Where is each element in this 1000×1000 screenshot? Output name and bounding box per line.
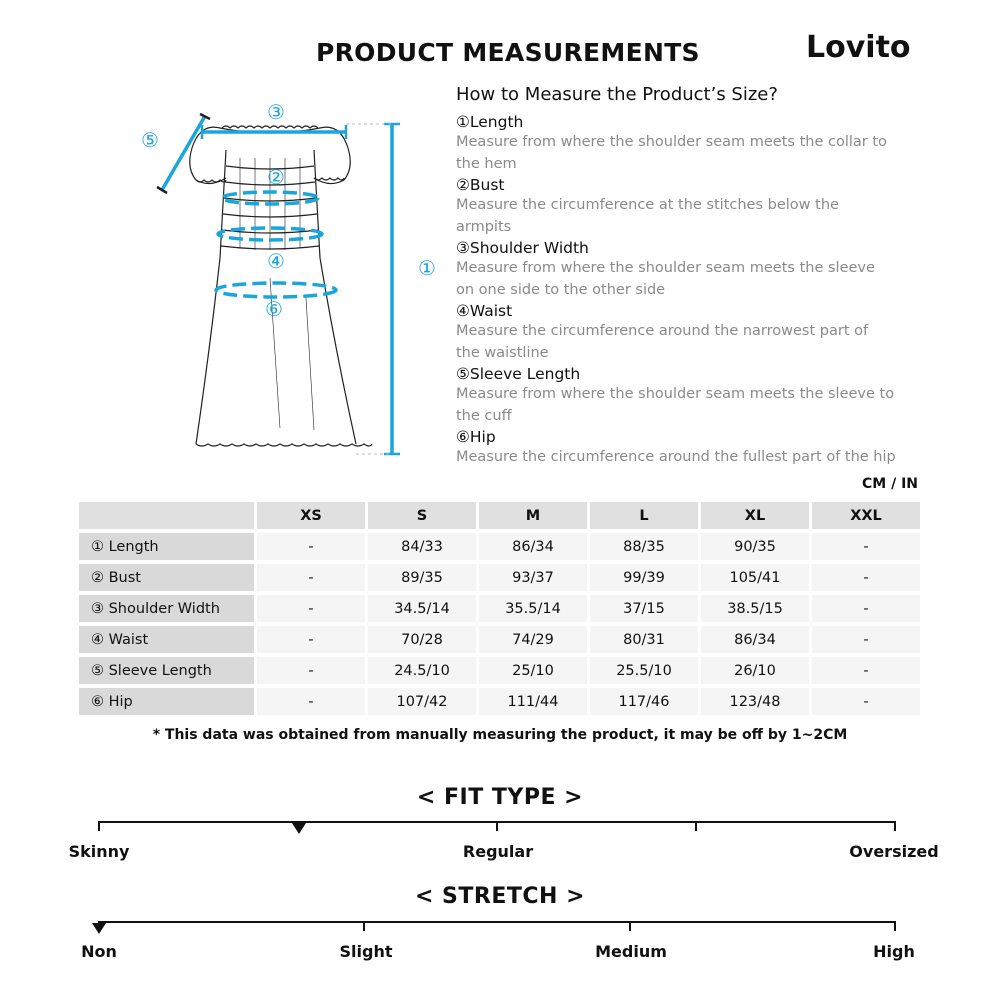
marker-2: ②: [267, 165, 285, 189]
unit-label: CM / IN: [862, 476, 918, 492]
fit-label-skinny: Skinny: [68, 842, 130, 861]
measure-title: ①Length: [456, 113, 524, 131]
marker-3: ③: [267, 100, 285, 124]
table-cell: 80/31: [590, 626, 698, 653]
table-cell: 25.5/10: [590, 657, 698, 684]
table-cell: -: [257, 595, 365, 622]
page-title: PRODUCT MEASUREMENTS: [316, 38, 700, 67]
measure-title: ②Bust: [456, 176, 505, 194]
stretch-label-slight: Slight: [339, 942, 393, 961]
stretch-title: < STRETCH >: [414, 884, 586, 909]
marker-6: ⑥: [265, 297, 283, 321]
table-cell: 37/15: [590, 595, 698, 622]
measurement-note: * This data was obtained from manually measuring the product, it may be off by 1~2CM: [152, 727, 848, 743]
fit-type-title: < FIT TYPE >: [416, 785, 584, 810]
table-corner: [79, 502, 254, 529]
measure-desc: Measure the circumference around the fullest part of the hip: [456, 449, 896, 465]
size-table: [76, 498, 923, 719]
measure-title: ⑥Hip: [456, 428, 496, 446]
measure-item-shoulder-width: [456, 238, 896, 301]
table-row: [79, 657, 920, 684]
column-header: XL: [701, 502, 809, 529]
table-cell: 107/42: [368, 688, 476, 715]
table-cell: 74/29: [479, 626, 587, 653]
row-label: ④ Waist: [79, 626, 254, 653]
column-header: XXL: [812, 502, 920, 529]
table-cell: -: [812, 688, 920, 715]
table-cell: -: [812, 626, 920, 653]
row-label: ① Length: [79, 533, 254, 560]
table-cell: 35.5/14: [479, 595, 587, 622]
table-row: [79, 533, 920, 560]
how-to-measure-section: [456, 84, 896, 469]
table-cell: 111/44: [479, 688, 587, 715]
table-cell: 86/34: [701, 626, 809, 653]
row-label: ② Bust: [79, 564, 254, 591]
fit-tick: [496, 821, 498, 831]
fit-tick: [894, 821, 896, 831]
table-cell: 117/46: [590, 688, 698, 715]
table-cell: -: [812, 595, 920, 622]
table-cell: -: [257, 688, 365, 715]
brand-logo: Lovito: [806, 30, 911, 65]
stretch-tick: [629, 921, 631, 931]
table-cell: -: [257, 657, 365, 684]
column-header: L: [590, 502, 698, 529]
table-row: [79, 564, 920, 591]
table-row: [79, 688, 920, 715]
table-cell: 89/35: [368, 564, 476, 591]
measure-desc: Measure from where the shoulder seam meets the sleeve on one side to the other side: [456, 260, 875, 298]
measure-desc: Measure from where the shoulder seam meets the collar to the hem: [456, 134, 887, 172]
table-cell: -: [257, 564, 365, 591]
column-header: XS: [257, 502, 365, 529]
row-label: ⑥ Hip: [79, 688, 254, 715]
table-cell: -: [257, 533, 365, 560]
table-cell: 105/41: [701, 564, 809, 591]
measure-item-length: [456, 112, 896, 175]
stretch-label-medium: Medium: [595, 942, 667, 961]
table-cell: 99/39: [590, 564, 698, 591]
how-to-measure-heading: How to Measure the Product’s Size?: [456, 84, 778, 105]
stretch-axis: [98, 921, 896, 923]
table-cell: 38.5/15: [701, 595, 809, 622]
column-header: M: [479, 502, 587, 529]
fit-tick: [695, 821, 697, 831]
table-row: [79, 595, 920, 622]
column-header: S: [368, 502, 476, 529]
table-cell: -: [812, 564, 920, 591]
measure-desc: Measure the circumference at the stitches below the armpits: [456, 197, 839, 235]
table-cell: 84/33: [368, 533, 476, 560]
fit-tick: [98, 821, 100, 831]
measure-title: ④Waist: [456, 302, 513, 320]
measure-item-hip: [456, 427, 896, 469]
marker-1: ①: [418, 256, 436, 280]
table-cell: 90/35: [701, 533, 809, 560]
measure-title: ③Shoulder Width: [456, 239, 589, 257]
row-label: ③ Shoulder Width: [79, 595, 254, 622]
measure-desc: Measure the circumference around the narrowest part of the waistline: [456, 323, 869, 361]
table-cell: -: [812, 657, 920, 684]
table-cell: 88/35: [590, 533, 698, 560]
table-cell: 24.5/10: [368, 657, 476, 684]
fit-label-regular: Regular: [462, 842, 534, 861]
stretch-tick: [894, 921, 896, 931]
fit-marker-icon: [292, 823, 306, 834]
measure-desc: Measure from where the shoulder seam meets the sleeve to the cuff: [456, 386, 895, 424]
marker-4: ④: [267, 249, 285, 273]
measure-item-waist: [456, 301, 896, 364]
table-cell: 25/10: [479, 657, 587, 684]
table-cell: 86/34: [479, 533, 587, 560]
fit-label-oversized: Oversized: [849, 842, 939, 861]
table-cell: -: [257, 626, 365, 653]
table-cell: 93/37: [479, 564, 587, 591]
stretch-label-high: High: [873, 942, 915, 961]
stretch-tick: [363, 921, 365, 931]
dress-diagram: [130, 98, 450, 466]
table-cell: -: [812, 533, 920, 560]
stretch-label-non: Non: [81, 942, 117, 961]
table-cell: 70/28: [368, 626, 476, 653]
row-label: ⑤ Sleeve Length: [79, 657, 254, 684]
marker-5: ⑤: [141, 128, 159, 152]
table-row: [79, 626, 920, 653]
table-cell: 123/48: [701, 688, 809, 715]
measure-item-bust: [456, 175, 896, 238]
stretch-marker-icon: [92, 923, 106, 934]
measure-title: ⑤Sleeve Length: [456, 365, 581, 383]
table-header-row: [79, 502, 920, 529]
table-cell: 26/10: [701, 657, 809, 684]
table-cell: 34.5/14: [368, 595, 476, 622]
measure-item-sleeve-length: [456, 364, 896, 427]
